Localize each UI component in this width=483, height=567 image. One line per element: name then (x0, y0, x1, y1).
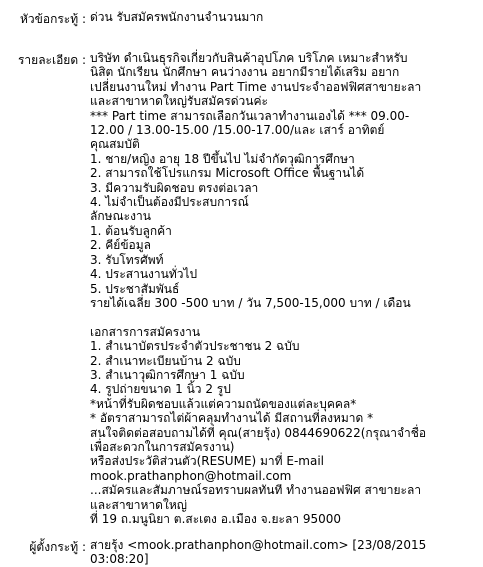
detail-line: บริษัท ดำเนินธุรกิจเกี่ยวกับสินค้าอุปโภค บริโภค เหมาะสำหรับ (90, 51, 408, 65)
poster-info: สายรุ้ง <mook.prathanphon@hotmail.com> [23/08/2015 03:08:20] (90, 538, 427, 567)
detail-line: mook.prathanphon@hotmail.com (90, 468, 292, 483)
detail-line: 4. รูปถ่ายขนาด 1 นิ้ว 2 รูป (90, 382, 231, 397)
detail-line: เปลี่ยนงานใหม่ ทำงาน Part Time งานประจำออฟฟิศสาขายะลา (90, 79, 422, 94)
detail-line: 2. สำเนาทะเบียนบ้าน 2 ฉบับ (90, 353, 241, 368)
detail-line: สนใจติดต่อสอบถามได้ที่ คุณ(สายรุ้ง) 0844690622(กรุณาจำชื่อ (90, 425, 427, 440)
detail-line: และสาขาหาดใหญ่ (90, 497, 187, 512)
detail-line: *หน้าที่รับผิดชอบแล้วแต่ความถนัดของแต่ละบุคคล* (90, 396, 357, 411)
topic-label: หัวข้อกระทู้ : (20, 12, 86, 26)
detail-line: 1. สำเนาบัตรประจำตัวประชาชน 2 ฉบับ (90, 339, 300, 354)
topic-title: ด่วน รับสมัครพนักงานจำนวนมาก (90, 10, 264, 24)
detail-line: ที่ 19 ถ.มนูนิยา ต.สะเตง อ.เมือง จ.ยะลา 95000 (90, 511, 342, 526)
detail-line: และสาขาหาดใหญ่รับสมัครด่วนค่ะ (90, 94, 268, 109)
detail-line: 3. สำเนาวุฒิการศึกษา 1 ฉบับ (90, 367, 245, 382)
detail-line: 1. ต้อนรับลูกค้า (90, 223, 172, 238)
detail-line: รายได้เฉลี่ย 300 -500 บาท / วัน 7,500-15,000 บาท / เดือน (90, 295, 411, 310)
detail-line (90, 310, 479, 324)
detail-line: 4. ไม่จำเป็นต้องมีประสบการณ์ (90, 195, 249, 210)
detail-line: 12.00 / 13.00-15.00 /15.00-17.00/และ เสาร์ อาทิตย์ (90, 123, 385, 138)
detail-line: 2. คีย์ข้อมูล (90, 238, 151, 253)
detail-line: หรือส่งประวัติส่วนตัว(RESUME) มาที่ E-mail (90, 454, 325, 469)
detail-line: เอกสารการสมัครงาน (90, 324, 201, 339)
detail-line: 3. มีความรับผิดชอบ ตรงต่อเวลา (90, 180, 259, 195)
detail-line: 2. สามารถใช้โปรแกรม Microsoft Office พื้นฐานได้ (90, 166, 365, 181)
detail-line: นิสิต นักเรียน นักศึกษา คนว่างงาน อยากมีรายได้เสริม อยาก (90, 65, 400, 80)
detail-line: ลักษณะงาน (90, 209, 151, 224)
detail-line: คุณสมบัติ (90, 137, 140, 152)
detail-line: 3. รับโทรศัพท์ (90, 252, 164, 267)
detail-label: รายละเอียด : (17, 53, 86, 67)
detail-line: 5. ประชาสัมพันธ์ (90, 281, 180, 296)
detail-line: เพื่อสะดวกในการสมัครงาน) (90, 439, 235, 454)
detail-line: ...สมัครและสัมภาษณ์รอทราบผลทันที ทำงานออฟฟิศ สาขายะลา (90, 483, 422, 498)
detail-line: 1. ชาย/หญิง อายุ 18 ปีขึ้นไป ไม่จำกัดวุฒิการศึกษา (90, 151, 355, 166)
detail-line: * อัตราสามารถไต่ผ้าคลุมทำงานได้ มีสถานที่ลงหมาด * (90, 411, 374, 426)
poster-label: ผู้ตั้งกระทู้ : (29, 540, 86, 554)
detail-line: *** Part time สามารถเลือกวันเวลาทำงานเองได้ *** 09.00- (90, 108, 410, 123)
detail-body (90, 51, 479, 526)
detail-line: 4. ประสานงานทั่วไป (90, 267, 198, 282)
